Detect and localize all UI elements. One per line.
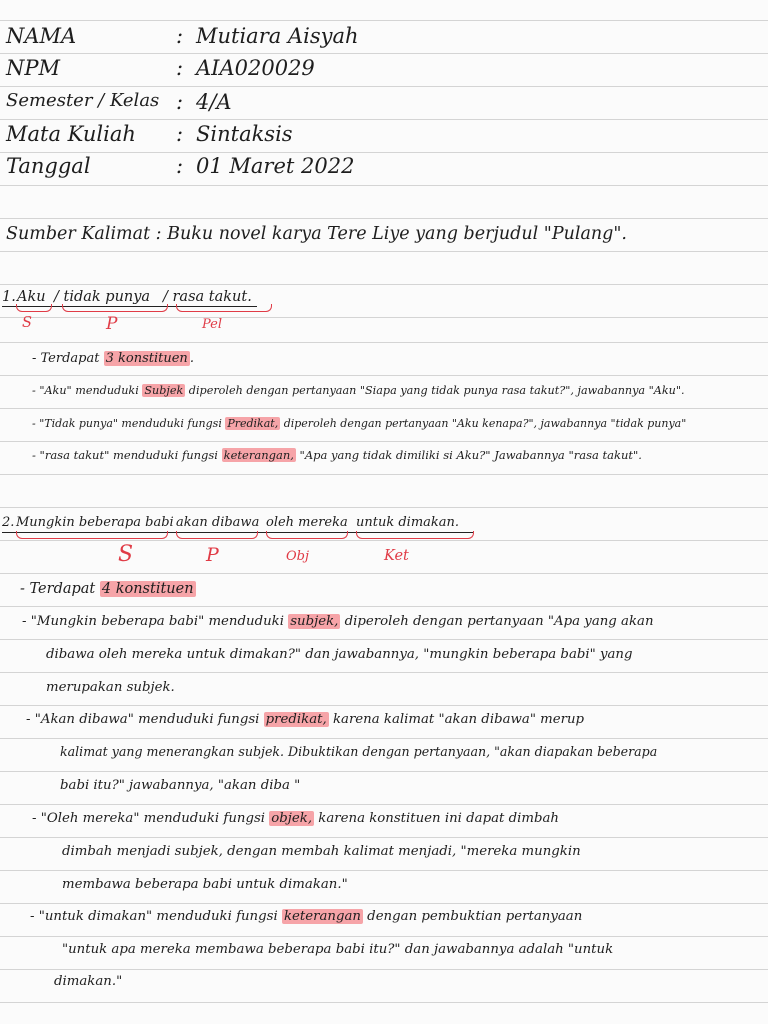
- tag-ket: Ket: [384, 548, 409, 564]
- note-text: - "Oleh mereka" menduduki fungsi: [32, 811, 270, 826]
- ruled-line: [0, 672, 768, 673]
- constituent-4: untuk dimakan.: [356, 515, 460, 530]
- highlight: objek,: [271, 811, 313, 826]
- bracket-s: [16, 304, 52, 312]
- highlight: Predikat,: [227, 417, 279, 430]
- tag-p: P: [106, 314, 118, 334]
- ruled-line: [0, 1002, 768, 1003]
- bracket-ket: [356, 531, 474, 539]
- note-line: [62, 878, 348, 891]
- constituent-3: oleh mereka: [266, 515, 348, 530]
- highlight: keterangan: [283, 909, 361, 924]
- ruled-line: [0, 936, 768, 937]
- note-text: - "untuk dimakan" menduduki fungsi: [30, 909, 282, 924]
- note-text: diperoleh dengan pertanyaan "Siapa yang tidak punya rasa takut?", jawabannya "Aku".: [185, 384, 685, 397]
- highlight: predikat,: [265, 712, 327, 727]
- ruled-line: [0, 606, 768, 607]
- bracket-s: [16, 531, 168, 539]
- ruled-line: [0, 251, 768, 252]
- colon: :: [176, 122, 184, 146]
- bracket-p: [62, 304, 168, 312]
- constituent-2: / tidak punya: [54, 289, 151, 305]
- ruled-line: [0, 870, 768, 871]
- nama-label: NAMA: [6, 24, 77, 48]
- npm-label: NPM: [6, 56, 61, 80]
- colon: :: [176, 90, 184, 114]
- ruled-line: [0, 639, 768, 640]
- note-line: [46, 681, 175, 694]
- highlight: subjek,: [290, 614, 339, 629]
- note-text: karena kalimat "akan dibawa" merup: [328, 712, 585, 727]
- ruled-line: [0, 218, 768, 219]
- ruled-line: [0, 53, 768, 54]
- note-line: [62, 943, 613, 956]
- ruled-line: [0, 705, 768, 706]
- matkul-label: Mata Kuliah: [6, 122, 136, 146]
- note-line: [20, 582, 196, 597]
- highlight: keterangan,: [223, 448, 294, 462]
- constituent-3: / rasa takut.: [163, 289, 252, 305]
- ruled-line: [0, 342, 768, 343]
- ruled-line: [0, 507, 768, 508]
- note-text: - "Mungkin beberapa babi" menduduki: [22, 614, 289, 629]
- note-line: [46, 648, 633, 661]
- note-text: - Terdapat: [20, 581, 100, 597]
- note-line: [32, 812, 559, 825]
- colon: :: [176, 154, 184, 178]
- note-text: dibawa oleh mereka untuk dimakan?" dan jawabannya, "mungkin beberapa babi" yang: [46, 647, 633, 662]
- tag-pel: Pel: [202, 317, 223, 332]
- ruled-line: [0, 837, 768, 838]
- note-text: - Terdapat: [32, 351, 104, 366]
- ruled-line: [0, 441, 768, 442]
- ruled-line: [0, 119, 768, 120]
- note-line: [60, 746, 657, 759]
- ruled-line: [0, 804, 768, 805]
- note-line: [32, 418, 686, 429]
- note-text: dengan pembuktian pertanyaan: [362, 909, 583, 924]
- tag-s: S: [22, 315, 32, 331]
- tanggal-value: 01 Maret 2022: [196, 154, 355, 178]
- tag-obj: Obj: [286, 549, 310, 564]
- tanggal-label: Tanggal: [6, 154, 91, 178]
- note-line: [32, 450, 642, 462]
- note-text: - "Aku" menduduki: [32, 384, 143, 397]
- note-line: [32, 352, 194, 365]
- bracket-obj: [266, 531, 348, 539]
- nama-value: Mutiara Aisyah: [196, 24, 359, 48]
- note-text: .: [189, 351, 194, 366]
- semester-value: 4/A: [196, 90, 232, 114]
- note-text: - "Tidak punya" menduduki fungsi: [32, 417, 226, 430]
- colon: :: [176, 24, 184, 48]
- ruled-line: [0, 185, 768, 186]
- note-text: diperoleh dengan pertanyaan "Aku kenapa?", jawabannya "tidak punya": [280, 417, 687, 430]
- ruled-line: [0, 86, 768, 87]
- ruled-line: [0, 771, 768, 772]
- note-line: [60, 779, 300, 792]
- bracket-pel: [176, 304, 272, 312]
- ruled-line: [0, 152, 768, 153]
- ruled-line: [0, 738, 768, 739]
- matkul-value: Sintaksis: [196, 122, 293, 146]
- highlight: Subjek: [144, 384, 184, 397]
- constituent-1: Mungkin beberapa babi: [16, 515, 174, 530]
- note-text: membawa beberapa babi untuk dimakan.": [62, 877, 348, 892]
- note-text: merupakan subjek.: [46, 680, 175, 695]
- highlight: 3 konstituen: [105, 351, 188, 366]
- note-line: [32, 385, 685, 396]
- note-line: [26, 713, 584, 726]
- ruled-line: [0, 969, 768, 970]
- ruled-line: [0, 903, 768, 904]
- semester-label: Semester / Kelas: [6, 90, 160, 111]
- ruled-line: [0, 573, 768, 574]
- section-number: 2.: [2, 515, 15, 530]
- note-text: - "rasa takut" menduduki fungsi: [32, 448, 222, 462]
- note-line: [62, 845, 581, 858]
- note-text: babi itu?" jawabannya, "akan diba ": [60, 778, 301, 793]
- note-line: [54, 975, 122, 988]
- note-line: [30, 910, 582, 923]
- note-text: "untuk apa mereka membawa beberapa babi itu?" dan jawabannya adalah "untuk: [62, 942, 614, 957]
- ruled-line: [0, 540, 768, 541]
- section-number: 1.: [2, 289, 16, 305]
- note-text: dimbah menjadi subjek, dengan membah kalimat menjadi, "mereka mungkin: [62, 844, 581, 859]
- ruled-line: [0, 284, 768, 285]
- highlight: 4 konstituen: [101, 581, 194, 597]
- colon: :: [176, 56, 184, 80]
- constituent-1: Aku: [17, 289, 46, 305]
- ruled-line: [0, 474, 768, 475]
- note-text: - "Akan dibawa" menduduki fungsi: [26, 712, 264, 727]
- npm-value: AIA020029: [196, 56, 315, 80]
- note-text: diperoleh dengan pertanyaan "Apa yang akan: [340, 614, 654, 629]
- note-text: dimakan.": [54, 974, 123, 989]
- tag-s: S: [118, 542, 134, 567]
- note-line: [22, 615, 654, 628]
- ruled-line: [0, 20, 768, 21]
- note-text: "Apa yang tidak dimiliki si Aku?" Jawabannya "rasa takut".: [295, 448, 642, 462]
- ruled-line: [0, 375, 768, 376]
- ruled-line: [0, 408, 768, 409]
- sumber-kalimat: Sumber Kalimat : Buku novel karya Tere Liye yang berjudul "Pulang".: [6, 224, 627, 244]
- tag-p: P: [206, 544, 219, 566]
- bracket-p: [176, 531, 258, 539]
- note-text: karena konstituen ini dapat dimbah: [314, 811, 559, 826]
- note-text: kalimat yang menerangkan subjek. Dibuktikan dengan pertanyaan, "akan diapakan beberapa: [60, 744, 658, 759]
- constituent-2: akan dibawa: [176, 515, 260, 530]
